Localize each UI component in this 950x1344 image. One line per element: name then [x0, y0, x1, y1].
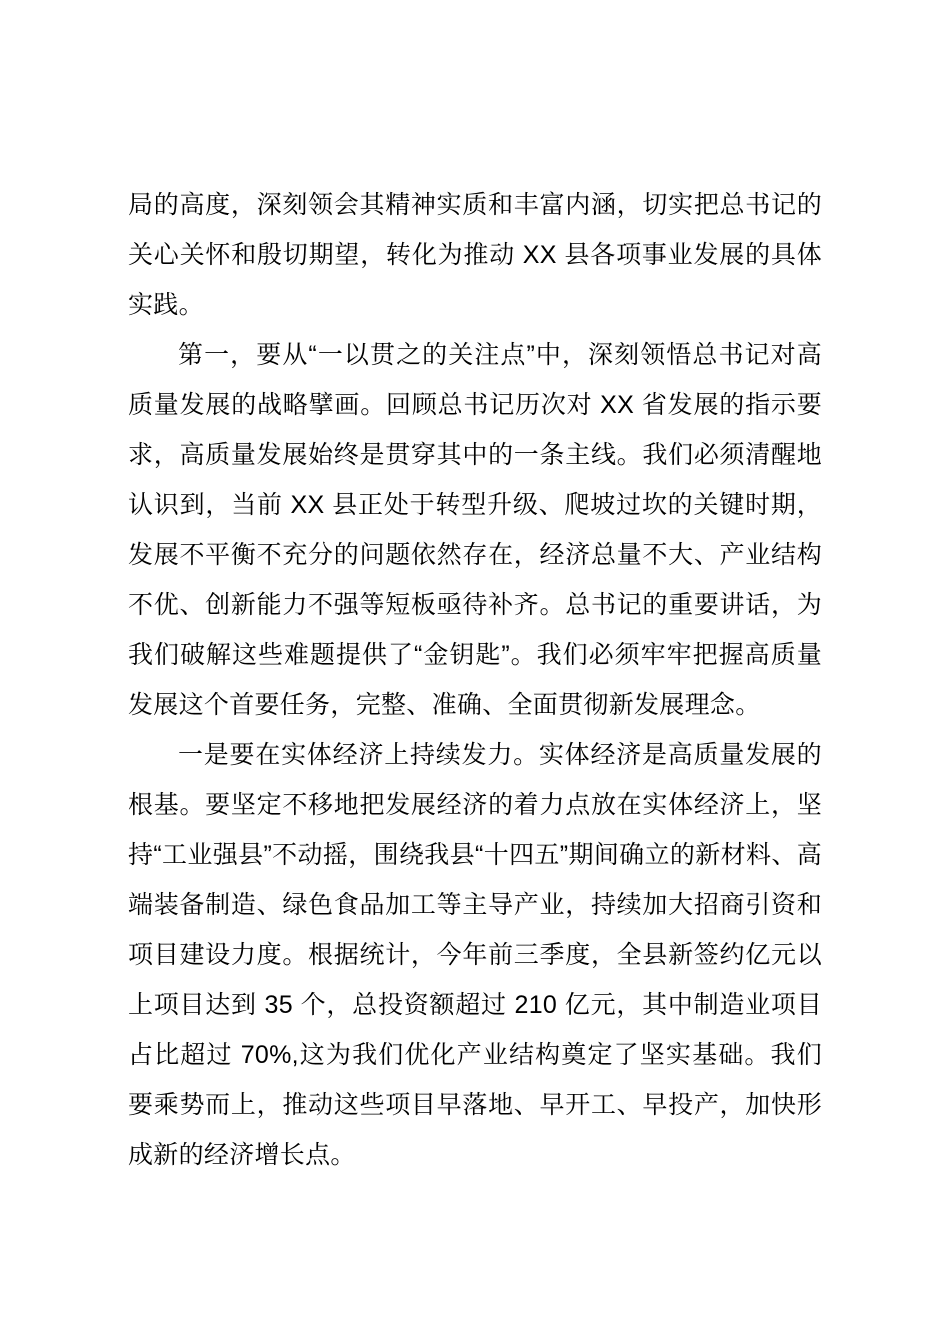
paragraph-measure-one: 一是要在实体经济上持续发力。实体经济是高质量发展的根基。要坚定不移地把发展经济的着力点放在实体经济上，坚持“工业强县”不动摇，围绕我县“十四五”期间确立的新材料、高端装备制造、绿色食品加工等主导产业，持续加大招商引资和项目建设力度。根据统计，今年前三季度，全县新签约亿元以上项目达到 35 个，总投资额超过 210 亿元，其中制造业项目占比超过 70%,这为我们优化产业结构奠定了坚实基础。我们要乘势而上，推动这些项目早落地、早开工、早投产，加快形成新的经济增长点。	[128, 741, 822, 1169]
paragraph-first-point: 第一，要从“一以贯之的关注点”中，深刻领悟总书记对高质量发展的战略擘画。回顾总书记历次对 XX 省发展的指示要求，高质量发展始终是贯穿其中的一条主线。我们必须清醒地认识到，当前 XX 县正处于转型升级、爬坡过坎的关键时期，发展不平衡不充分的问题依然存在，经济总量不大、产业结构不优、创新能力不强等短板亟待补齐。总书记的重要讲话，为我们破解这些难题提供了“金钥匙”。我们必须牢牢把握高质量发展这个首要任务，完整、准确、全面贯彻新发展理念。	[128, 341, 822, 719]
paragraph-continuation: 局的高度，深刻领会其精神实质和丰富内涵，切实把总书记的关心关怀和殷切期望，转化为推动 XX 县各项事业发展的具体实践。	[128, 191, 822, 319]
